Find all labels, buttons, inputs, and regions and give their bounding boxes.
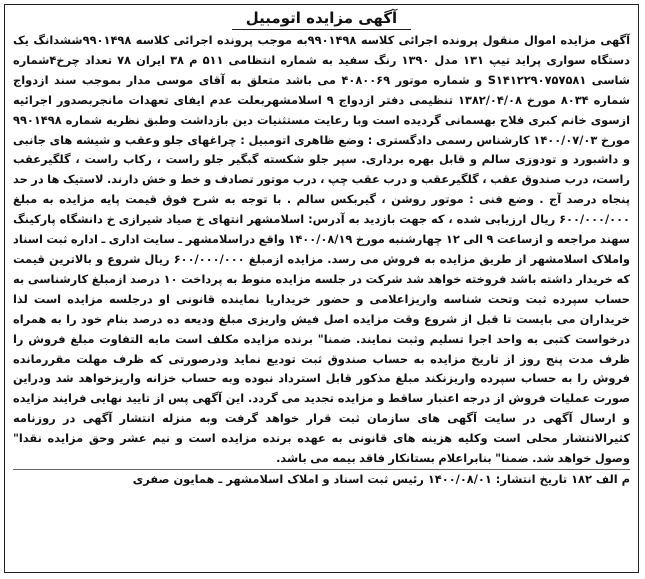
notice-title: آگهی مزایده اتومبیل: [232, 8, 411, 30]
notice-footer: م الف ۱۸۲ تاریخ انتشار: ۱۴۰۰/۰۸/۰۱ رئیس ثبت اسناد و املاک اسلامشهر ـ همایون صفری: [13, 469, 630, 490]
title-wrap: [13, 8, 630, 30]
notice-body: آگهی مزایده اموال منقول پرونده اجرائی کلاسه ۹۹۰۱۴۹۸به موجب پرونده اجرائی کلاسه ۹۹۰۱۴۹۸ششدانگ یک دستگاه سواری پراید تیپ ۱۳۱ مدل ۱۳۹۰ رنگ سفید به شماره انتظامی ۵۱۱ م ۳۸ ایران ۷۸ تعداد چرخ۴شماره شاسی S۱۴۱۲۲۹۰۷۵۷۵۸۱ و شماره موتور ۴۰۸۰۰۶۹ می باشد متعلق به آقای موسی مدار بموجب سند ازدواج شماره ۸۰۳۴ مورخ ۱۳۸۲/۰۴/۰۸ تنظیمی دفتر ازدواج ۹ اسلامشهربعلت عدم ایفای تعهدات مانجربصدور اجرائیه ازسوی خانم کبری فلاح بهسمانی گردیده است وبا رعایت مستثنیات دین بازداشت وطبق نظریه شماره ۹۹۰۱۴۹۸ مورخ ۱۴۰۰/۰۷/۰۳ کارشناس رسمی دادگستری : وضع ظاهری اتومبیل : چراغهای جلو وعقب و شیشه های جانبی و داشبورد و تودوزی سالم و قابل بهره برداری. سپر جلو شکسته گبگیر جلو راست ، رکاب راست ، گلگیرعقب راست، درب صندوق عقب ، گلگیرعقب و درب عقب چپ ، درب موتور تصادف و خط و خش دارند. لاستیک ها در حد پنجاه درصد آج . وضع فنی : موتور روشن ، گیربکس سالم . با توجه به شرح فوق قیمت پایه مزایده به مبلغ ۶۰۰/۰۰۰/۰۰۰ ریال ارزیابی شده ، که جهت بازدید به آدرس: اسلامشهر انتهای خ صیاد شیرازی خ دانشگاه پارکینگ سهند مراجعه و ازساعت ۹ الی ۱۲ چهارشنبه مورخ ۱۴۰۰/۰۸/۱۹ واقع دراسلامشهر ـ سایت اداری ـ اداره ثبت اسناد واملاک اسلامشهر از طریق مزایده به فروش می رسد. مزایده ازمبلغ ۶۰۰/۰۰۰/۰۰۰ ریال شروع و بالاترین قیمت که خریدار داشته باشد فروخته خواهد شد شرکت در جلسه مزایده منوط به پرداخت ۱۰ درصد ازمبلغ کارشناسی به حساب سپرده ثبت وتحت شناسه واریزاعلامی و حضور خریداریا نماینده قانونی او درجلسه مزایده است لذا خریداران می بایست تا قبل از شروع وقت مزایده اصل فیش واریزی مبلغ ودیعه ده درصد بنام خود را به همراه درخواست کتبی به واحد اجرا تسلیم وثبت نمایند. ضمنا" برنده مزایده مکلف است مابه التفاوت مبلغ فروش را ظرف مدت پنج روز از تاریخ مزایده به حساب صندوق ثبت تودیع نماید ودرصورتی که ظرف مهلت مقررمانده فروش را به حساب سپرده واریزنکند مبلغ مذکور قابل استرداد نبوده وبه حساب خزانه واریزخواهد شد ودراین صورت عملیات فروش از درجه اعتبار ساقط و مزایده تجدید می گردد. این آگهی پس از تایید نهایی فرایند مزایده و ارسال آگهی در سایت آگهی های سازمان ثبت قرار خواهد گرفت وبه منزله انتشار آگهی در روزنامه کثیرالانتشار محلی است وکلیه هزینه های قانونی به عهده برنده مزایده است و نیم عشر وحق مزایده نقدا" وصول خواهد شد. ضمنا" بنابراعلام بستانکار فاقد بیمه می باشد.: [13, 33, 631, 466]
auction-notice: [4, 4, 639, 573]
